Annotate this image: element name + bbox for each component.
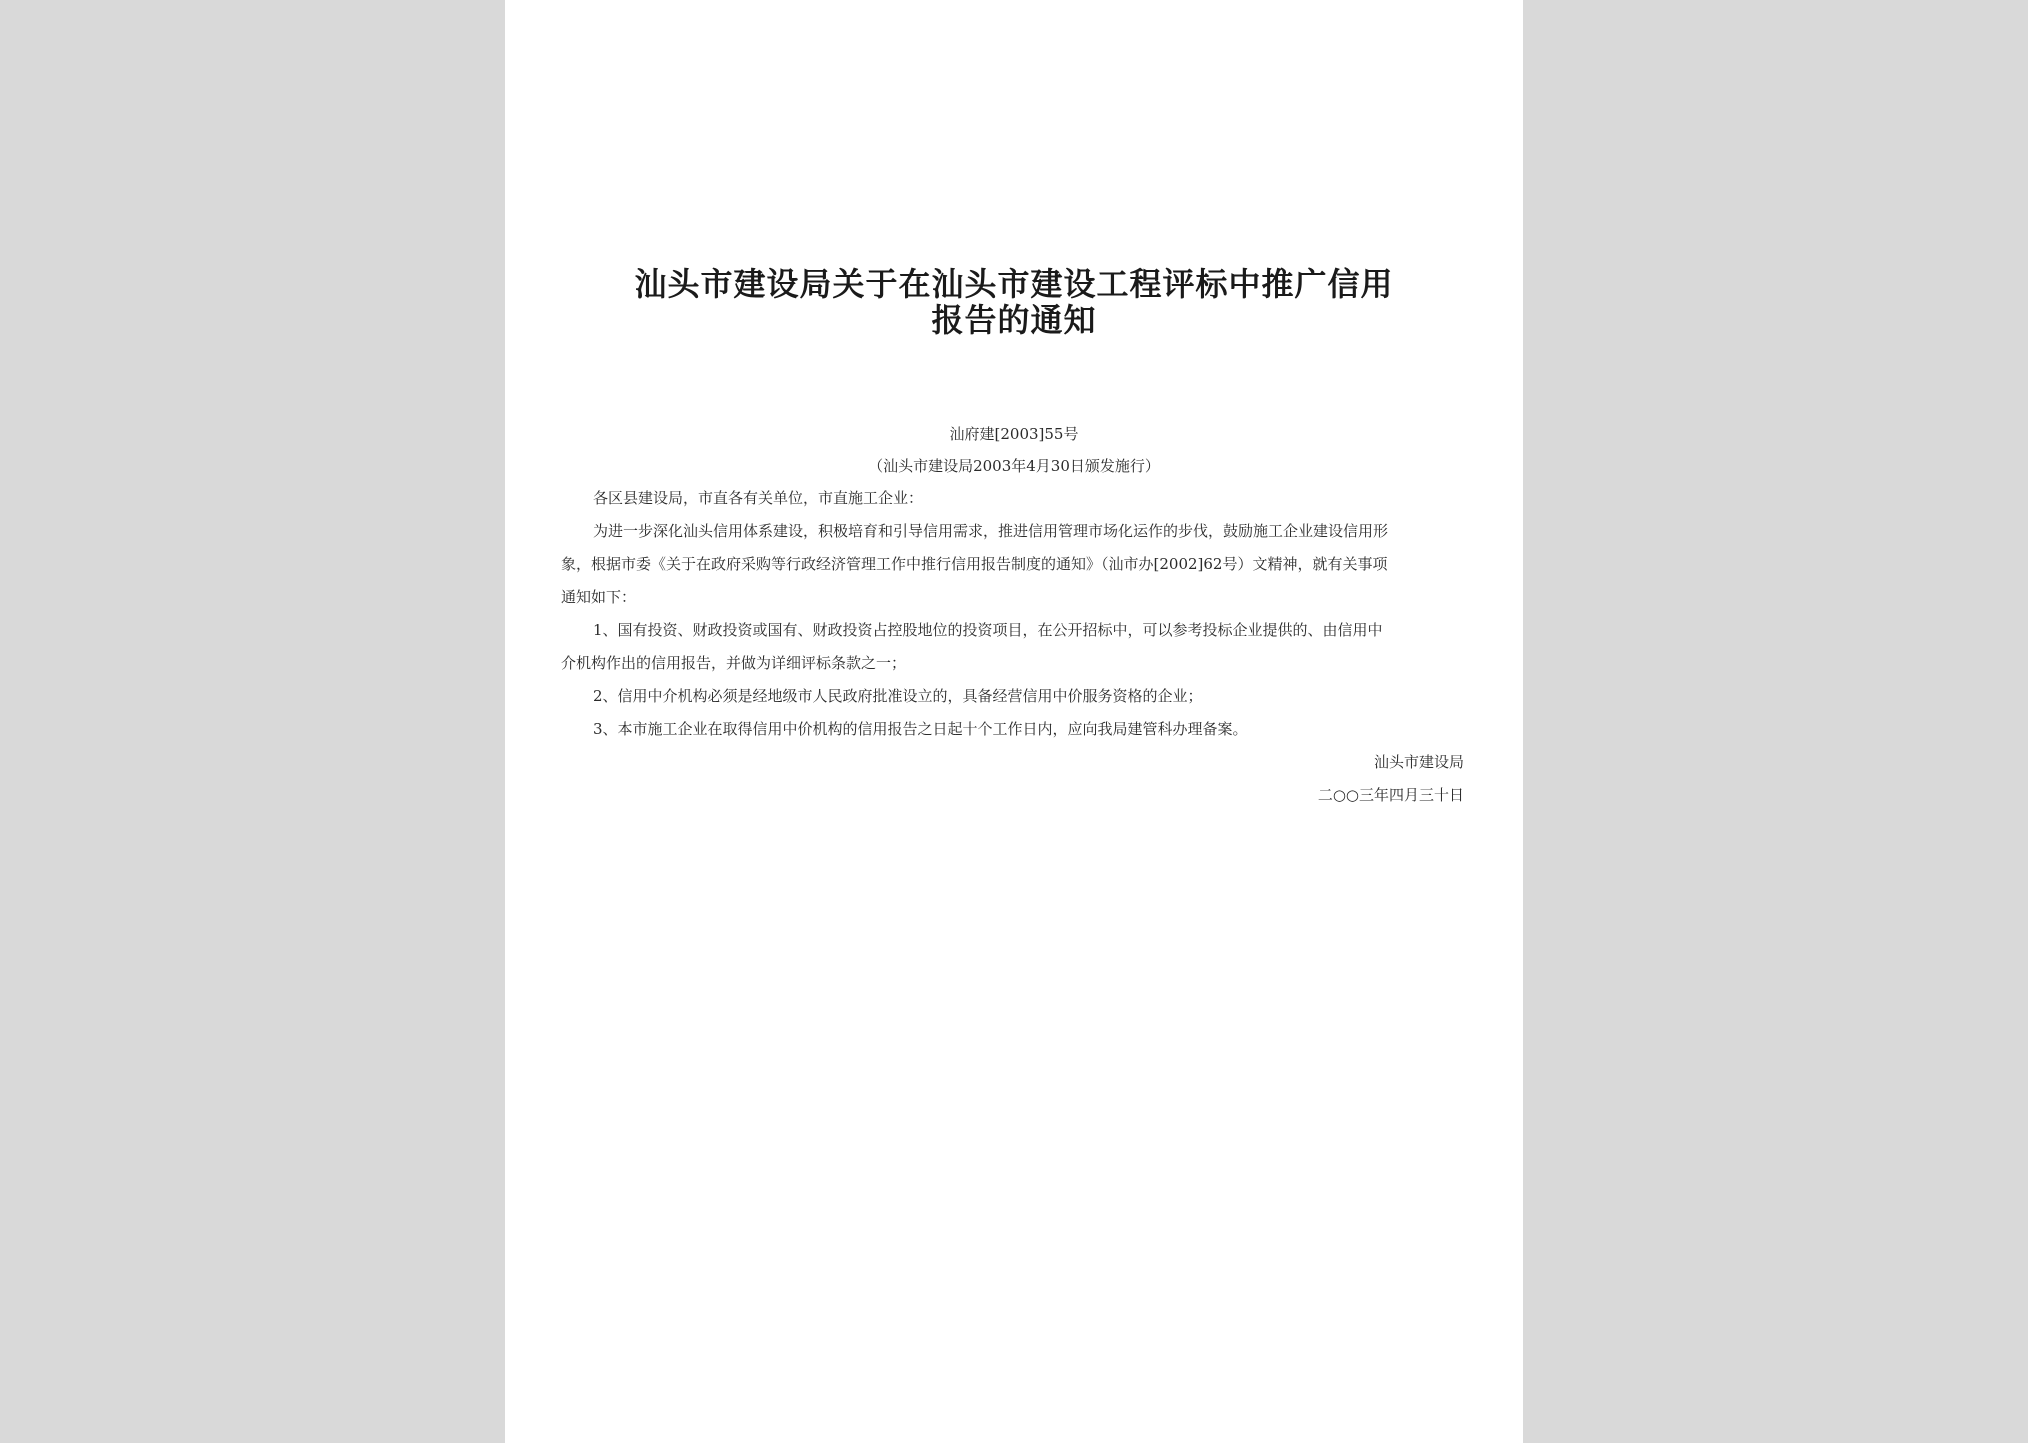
signature: 汕头市建设局 — [1373, 753, 1464, 771]
document-title-line-2: 报告的通知 — [931, 301, 1097, 339]
salutation: 各区县建设局，市直各有关单位，市直施工企业： — [593, 489, 924, 507]
intro-paragraph-line-2: 象，根据市委《关于在政府采购等行政经济管理工作中推行信用报告制度的通知》（汕市办[2002]62号）文精神，就有关事项 — [561, 555, 1388, 573]
item-3: 3、本市施工企业在取得信用中价机构的信用报告之日起十个工作日内，应向我局建管科办理备案。 — [593, 720, 1248, 738]
item-1-line-2: 介机构作出的信用报告，并做为详细评标条款之一； — [561, 654, 907, 672]
intro-paragraph-line-1: 为进一步深化汕头信用体系建设，积极培育和引导信用需求，推进信用管理市场化运作的步伐，鼓励施工企业建设信用形 — [593, 522, 1389, 540]
issued-note: （汕头市建设局2003年4月30日颁发施行） — [868, 457, 1160, 475]
document-page — [505, 0, 1523, 1443]
item-1-line-1: 1、国有投资、财政投资或国有、财政投资占控股地位的投资项目，在公开招标中，可以参考投标企业提供的、由信用中 — [593, 621, 1383, 639]
item-2: 2、信用中介机构必须是经地级市人民政府批准设立的，具备经营信用中价服务资格的企业； — [593, 687, 1203, 705]
document-number: 汕府建[2003]55号 — [949, 425, 1079, 443]
intro-paragraph-line-3: 通知如下： — [561, 588, 637, 606]
document-date: 二○○三年四月三十日 — [1317, 786, 1464, 804]
document-title-line-1: 汕头市建设局关于在汕头市建设工程评标中推广信用 — [634, 265, 1394, 303]
